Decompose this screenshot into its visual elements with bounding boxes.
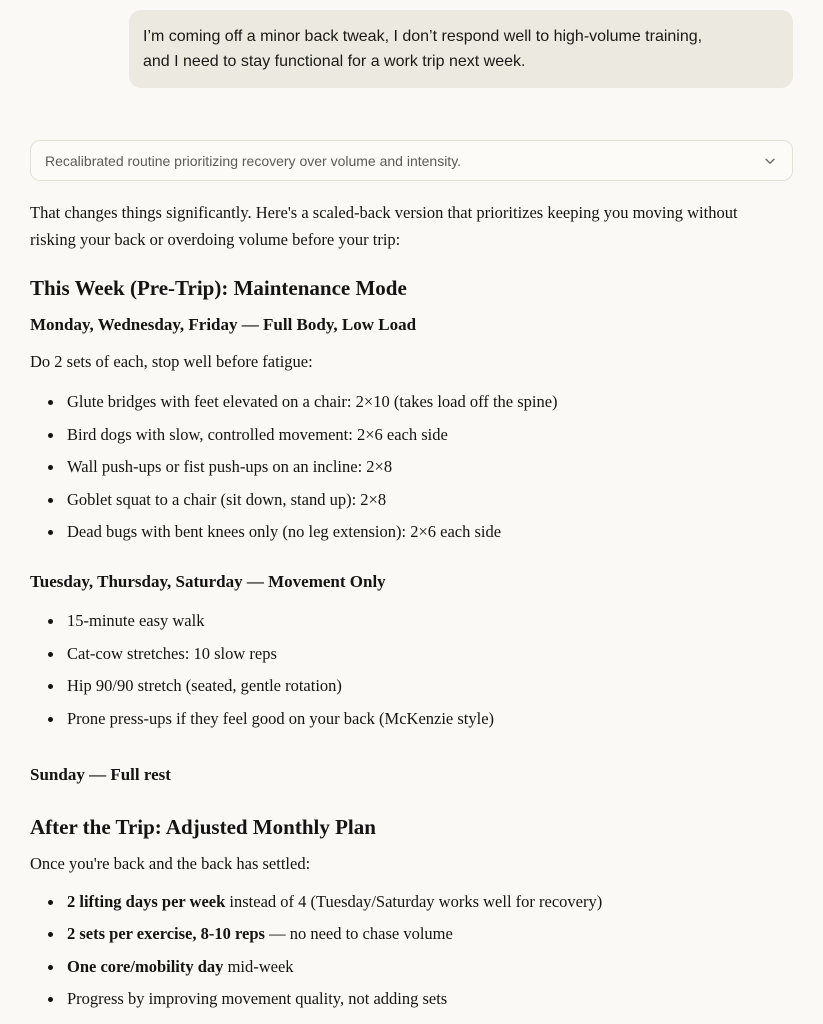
list-item: Prone press-ups if they feel good on your back (McKenzie style) [30,706,793,732]
user-message-text: I’m coming off a minor back tweak, I don’t respond well to high-volume training, and I need to stay functional for a work trip next week. [143,28,703,70]
after-trip-lead: Once you're back and the back has settled: [30,853,311,873]
mwf-exercise-list [30,389,793,545]
list-item: Goblet squat to a chair (sit down, stand up): 2×8 [30,487,793,513]
subheading-sunday: Sunday — Full rest [30,764,171,784]
list-item: Cat-cow stretches: 10 slow reps [30,641,793,667]
list-item-rest: mid-week [223,956,294,976]
user-message-bubble [129,10,793,88]
list-item-bold: 2 sets per exercise, 8-10 reps [67,924,265,943]
list-item-bold: 2 lifting days per week [67,891,226,911]
subheading-tts: Tuesday, Thursday, Saturday — Movement Only [30,572,386,591]
heading-this-week: This Week (Pre-Trip): Maintenance Mode [30,276,407,300]
heading-after-trip: After the Trip: Adjusted Monthly Plan [30,814,376,839]
assistant-response [30,199,793,1012]
thinking-summary-bar[interactable] [30,140,793,181]
list-item [30,954,793,980]
chevron-down-icon[interactable] [762,153,778,169]
tts-activity-list [30,608,793,732]
after-trip-list [30,889,793,1013]
list-item: Hip 90/90 stretch (seated, gentle rotation) [30,673,793,699]
thinking-summary-text: Recalibrated routine prioritizing recovery over volume and intensity. [45,152,462,169]
user-message-row [30,0,793,88]
list-item-rest: instead of 4 (Tuesday/Saturday works well for recovery) [225,891,603,911]
response-intro: That changes things significantly. Here's a scaled-back version that prioritizes keeping you moving without risking your back or overdoing volume before your trip: [30,203,738,249]
list-item: Wall push-ups or fist push-ups on an incline: 2×8 [30,454,793,480]
list-item-rest: — no need to chase volume [264,924,453,943]
mwf-lead: Do 2 sets of each, stop well before fatigue: [30,352,313,371]
list-item [30,921,793,947]
list-item: 15-minute easy walk [30,608,793,634]
list-item [30,889,793,915]
list-item-bold: One core/mobility day [67,956,224,976]
list-item: Dead bugs with bent knees only (no leg extension): 2×6 each side [30,519,793,545]
subheading-mwf: Monday, Wednesday, Friday — Full Body, Low Load [30,315,417,334]
list-item-rest: Progress by improving movement quality, not adding sets [67,989,448,1008]
list-item [30,986,793,1012]
list-item: Glute bridges with feet elevated on a chair: 2×10 (takes load off the spine) [30,389,793,415]
list-item: Bird dogs with slow, controlled movement: 2×6 each side [30,422,793,448]
